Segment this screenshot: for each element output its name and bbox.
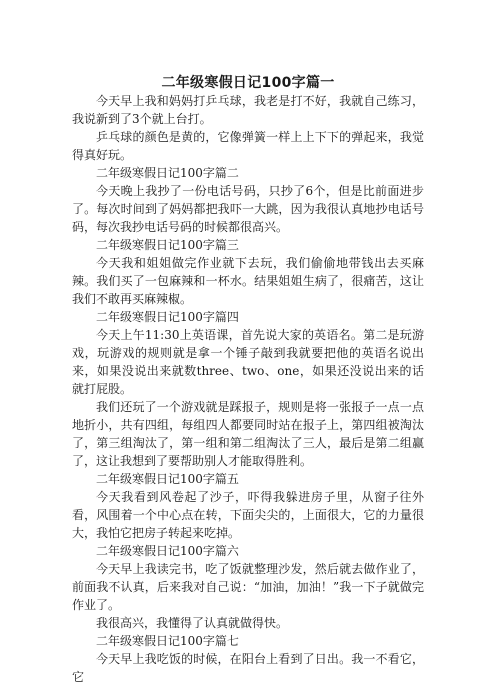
paragraph: 今天早上我吃饭的时候，在阳台上看到了日出。我一不看它，它 <box>72 652 424 684</box>
document-body <box>72 92 424 686</box>
section-heading: 二年级寒假日记100字篇七 <box>96 634 239 648</box>
paragraph: 今天我和姐姐做完作业就下去玩，我们偷偷地带钱出去买麻辣。我们买了一包麻辣和一杯水。结果姐姐生病了，很痛苦，这让我们不敢再买麻辣椒。 <box>72 256 424 306</box>
section-heading: 二年级寒假日记100字篇二 <box>96 166 239 180</box>
paragraph: 今天上午11:30上英语课，首先说大家的英语名。第二是玩游戏，玩游戏的规则就是拿一个锤子敲到我就要把他的英语名说出来，如果没说出来就数three、two、one，如果还没说出来的话就打屁股。 <box>72 328 424 396</box>
paragraph: 我们还玩了一个游戏就是踩报子，规则是将一张报子一点一点地折小，共有四组，每组四人都要同时站在报子上，第四组被淘汰了，第三组淘汰了，第一组和第二组淘汰了三人，最后是第二组赢了，这让我想到了要帮助别人才能取得胜利。 <box>72 400 424 468</box>
paragraph: 今天我看到风卷起了沙子，吓得我躲进房子里，从窗子往外看，风围着一个中心点在转，下面尖尖的，上面很大，它的力量很大，我怕它把房子转起来吃掉。 <box>72 490 424 540</box>
section-heading: 二年级寒假日记100字篇五 <box>96 472 239 486</box>
document-title: 二年级寒假日记100字篇一 <box>161 75 335 91</box>
paragraph: 今天晚上我抄了一份电话号码，只抄了6个，但是比前面进步了。每次时间到了妈妈都把我吓一大跳，因为我很认真地抄电话号码，每次我抄电话号码的时候都很高兴。 <box>72 184 424 234</box>
paragraph: 乒乓球的颜色是黄的，它像弹簧一样上上下下的弹起来，我觉得真好玩。 <box>72 130 424 162</box>
section-heading: 二年级寒假日记100字篇三 <box>96 238 239 252</box>
paragraph: 今天早上我和妈妈打乒乓球，我老是打不好，我就自己练习，我说新到了3个就上台打。 <box>72 94 424 126</box>
paragraph: 我很高兴，我懂得了认真就做得快。 <box>96 616 289 630</box>
section-heading: 二年级寒假日记100字篇四 <box>96 310 239 324</box>
paragraph: 今天早上我读完书，吃了饭就整理沙发，然后就去做作业了，前面我不认真，后来我对自己说：“加油，加油！”我一下子就做完作业了。 <box>72 562 424 612</box>
section-heading: 二年级寒假日记100字篇六 <box>96 544 239 558</box>
